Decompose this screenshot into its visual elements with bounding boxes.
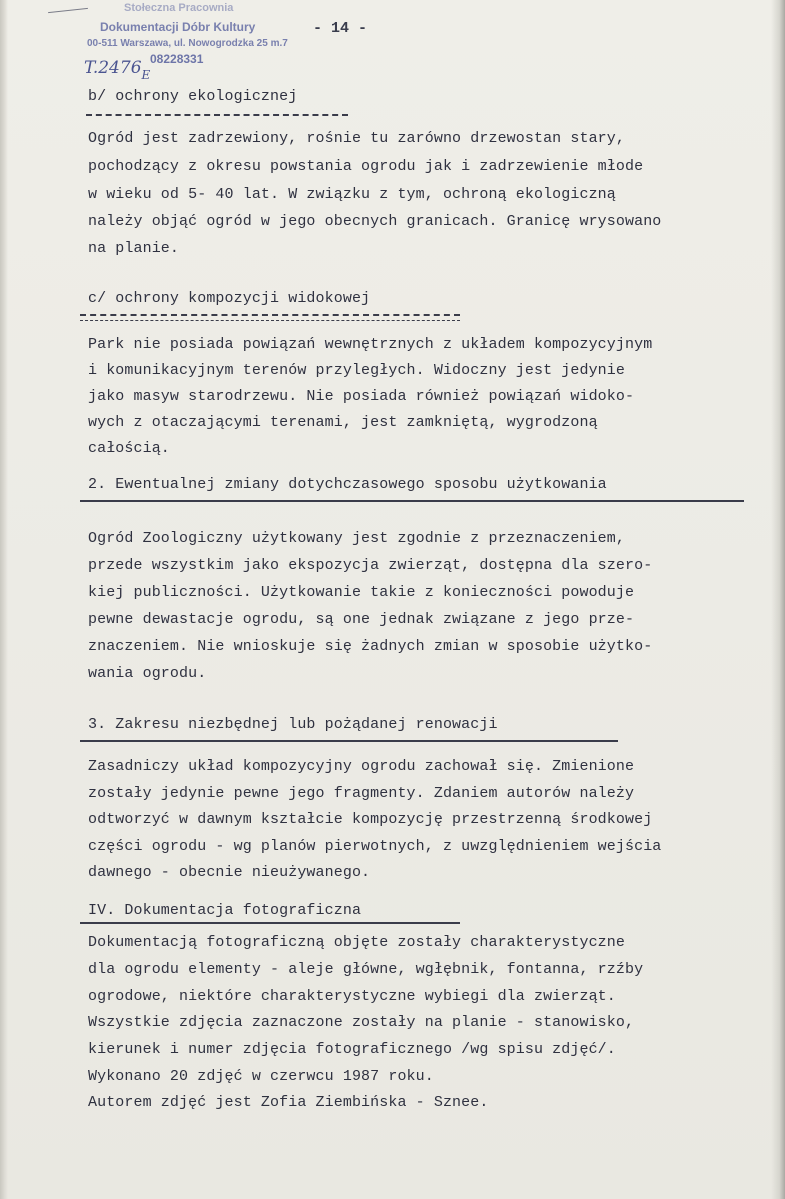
section-4-line-4: Wszystkie zdjęcia zaznaczone zostały na planie - stanowisko, bbox=[88, 1014, 635, 1031]
page-left-edge bbox=[0, 0, 8, 1199]
page-right-edge bbox=[771, 0, 785, 1199]
section-c-line-2: i komunikacyjnym terenów przyległych. Widoczny jest jedynie bbox=[88, 362, 625, 379]
section-c-line-5: całością. bbox=[88, 440, 170, 457]
section-4-line-1: Dokumentacją fotograficzną objęte zostały charakterystyczne bbox=[88, 934, 625, 951]
section-4-line-3: ogrodowe, niektóre charakterystyczne wybiegi dla zwierząt. bbox=[88, 988, 616, 1005]
section-2-line-3: kiej publiczności. Użytkowanie takie z konieczności powoduje bbox=[88, 584, 635, 601]
handwritten-mark bbox=[84, 58, 151, 82]
section-4-line-5: kierunek i numer zdjęcia fotograficznego /wg spisu zdjęć/. bbox=[88, 1041, 616, 1058]
section-c-underline-1 bbox=[80, 314, 460, 316]
section-2-line-2: przede wszystkim jako ekspozycja zwierząt, dostępna dla szero- bbox=[88, 557, 653, 574]
section-4-line-7: Autorem zdjęć jest Zofia Ziembińska - Sznee. bbox=[88, 1094, 489, 1111]
section-2-line-5: znaczeniem. Nie wnioskuje się żadnych zmian w sposobie użytko- bbox=[88, 638, 653, 655]
section-3-line-4: części ogrodu - wg planów pierwotnych, z uwzględnieniem wejścia bbox=[88, 838, 662, 855]
section-b-heading: b/ ochrony ekologicznej bbox=[88, 88, 298, 105]
section-b-line-2: pochodzący z okresu powstania ogrodu jak i zadrzewienie młode bbox=[88, 158, 644, 175]
stamp-line-1: Stołeczna Pracownia bbox=[124, 2, 234, 14]
stamp-number: 08228331 bbox=[150, 52, 204, 66]
section-c-underline-2 bbox=[80, 320, 460, 321]
section-3-line-5: dawnego - obecnie nieużywanego. bbox=[88, 864, 371, 881]
stamp-line-2: Dokumentacji Dóbr Kultury bbox=[100, 20, 256, 34]
section-3-line-3: odtworzyć w dawnym kształcie kompozycję przestrzenną środkowej bbox=[88, 811, 653, 828]
page-number: - 14 - bbox=[313, 20, 368, 37]
section-b-line-3: w wieku od 5- 40 lat. W związku z tym, ochroną ekologiczną bbox=[88, 186, 616, 203]
pen-mark bbox=[48, 8, 88, 13]
section-b-line-1: Ogród jest zadrzewiony, rośnie tu zarówno drzewostan stary, bbox=[88, 130, 625, 147]
section-4-heading: IV. Dokumentacja fotograficzna bbox=[88, 902, 362, 919]
section-3-line-1: Zasadniczy układ kompozycyjny ogrodu zachował się. Zmienione bbox=[88, 758, 635, 775]
section-4-underline bbox=[80, 922, 460, 924]
section-2-line-4: pewne dewastacje ogrodu, są one jednak związane z jego prze- bbox=[88, 611, 635, 628]
handwritten-mark-main: T.2476 bbox=[84, 58, 142, 78]
section-4-line-2: dla ogrodu elementy - aleje główne, wgłębnik, fontanna, rzźby bbox=[88, 961, 644, 978]
stamp-line-3: 00-511 Warszawa, ul. Nowogrodzka 25 m.7 bbox=[87, 38, 288, 49]
section-4-line-6: Wykonano 20 zdjęć w czerwcu 1987 roku. bbox=[88, 1068, 434, 1085]
section-b-line-4: należy objąć ogród w jego obecnych granicach. Granicę wrysowano bbox=[88, 213, 662, 230]
section-3-underline bbox=[80, 740, 618, 742]
section-c-line-3: jako masyw starodrzewu. Nie posiada również powiązań widoko- bbox=[88, 388, 635, 405]
section-2-line-6: wania ogrodu. bbox=[88, 665, 207, 682]
section-2-line-1: Ogród Zoologiczny użytkowany jest zgodnie z przeznaczeniem, bbox=[88, 530, 625, 547]
handwritten-mark-sub: E bbox=[141, 68, 151, 82]
section-3-heading: 3. Zakresu niezbędnej lub pożądanej renowacji bbox=[88, 716, 498, 733]
section-c-line-4: wych z otaczającymi terenami, jest zamkniętą, wygrodzoną bbox=[88, 414, 598, 431]
section-b-line-5: na planie. bbox=[88, 240, 180, 257]
section-c-heading: c/ ochrony kompozycji widokowej bbox=[88, 290, 371, 307]
section-c-line-1: Park nie posiada powiązań wewnętrznych z układem kompozycyjnym bbox=[88, 336, 653, 353]
section-3-line-2: zostały jedynie pewne jego fragmenty. Zdaniem autorów należy bbox=[88, 785, 635, 802]
section-2-heading: 2. Ewentualnej zmiany dotychczasowego sposobu użytkowania bbox=[88, 476, 607, 493]
section-2-underline bbox=[80, 500, 744, 502]
section-b-underline bbox=[86, 114, 348, 116]
